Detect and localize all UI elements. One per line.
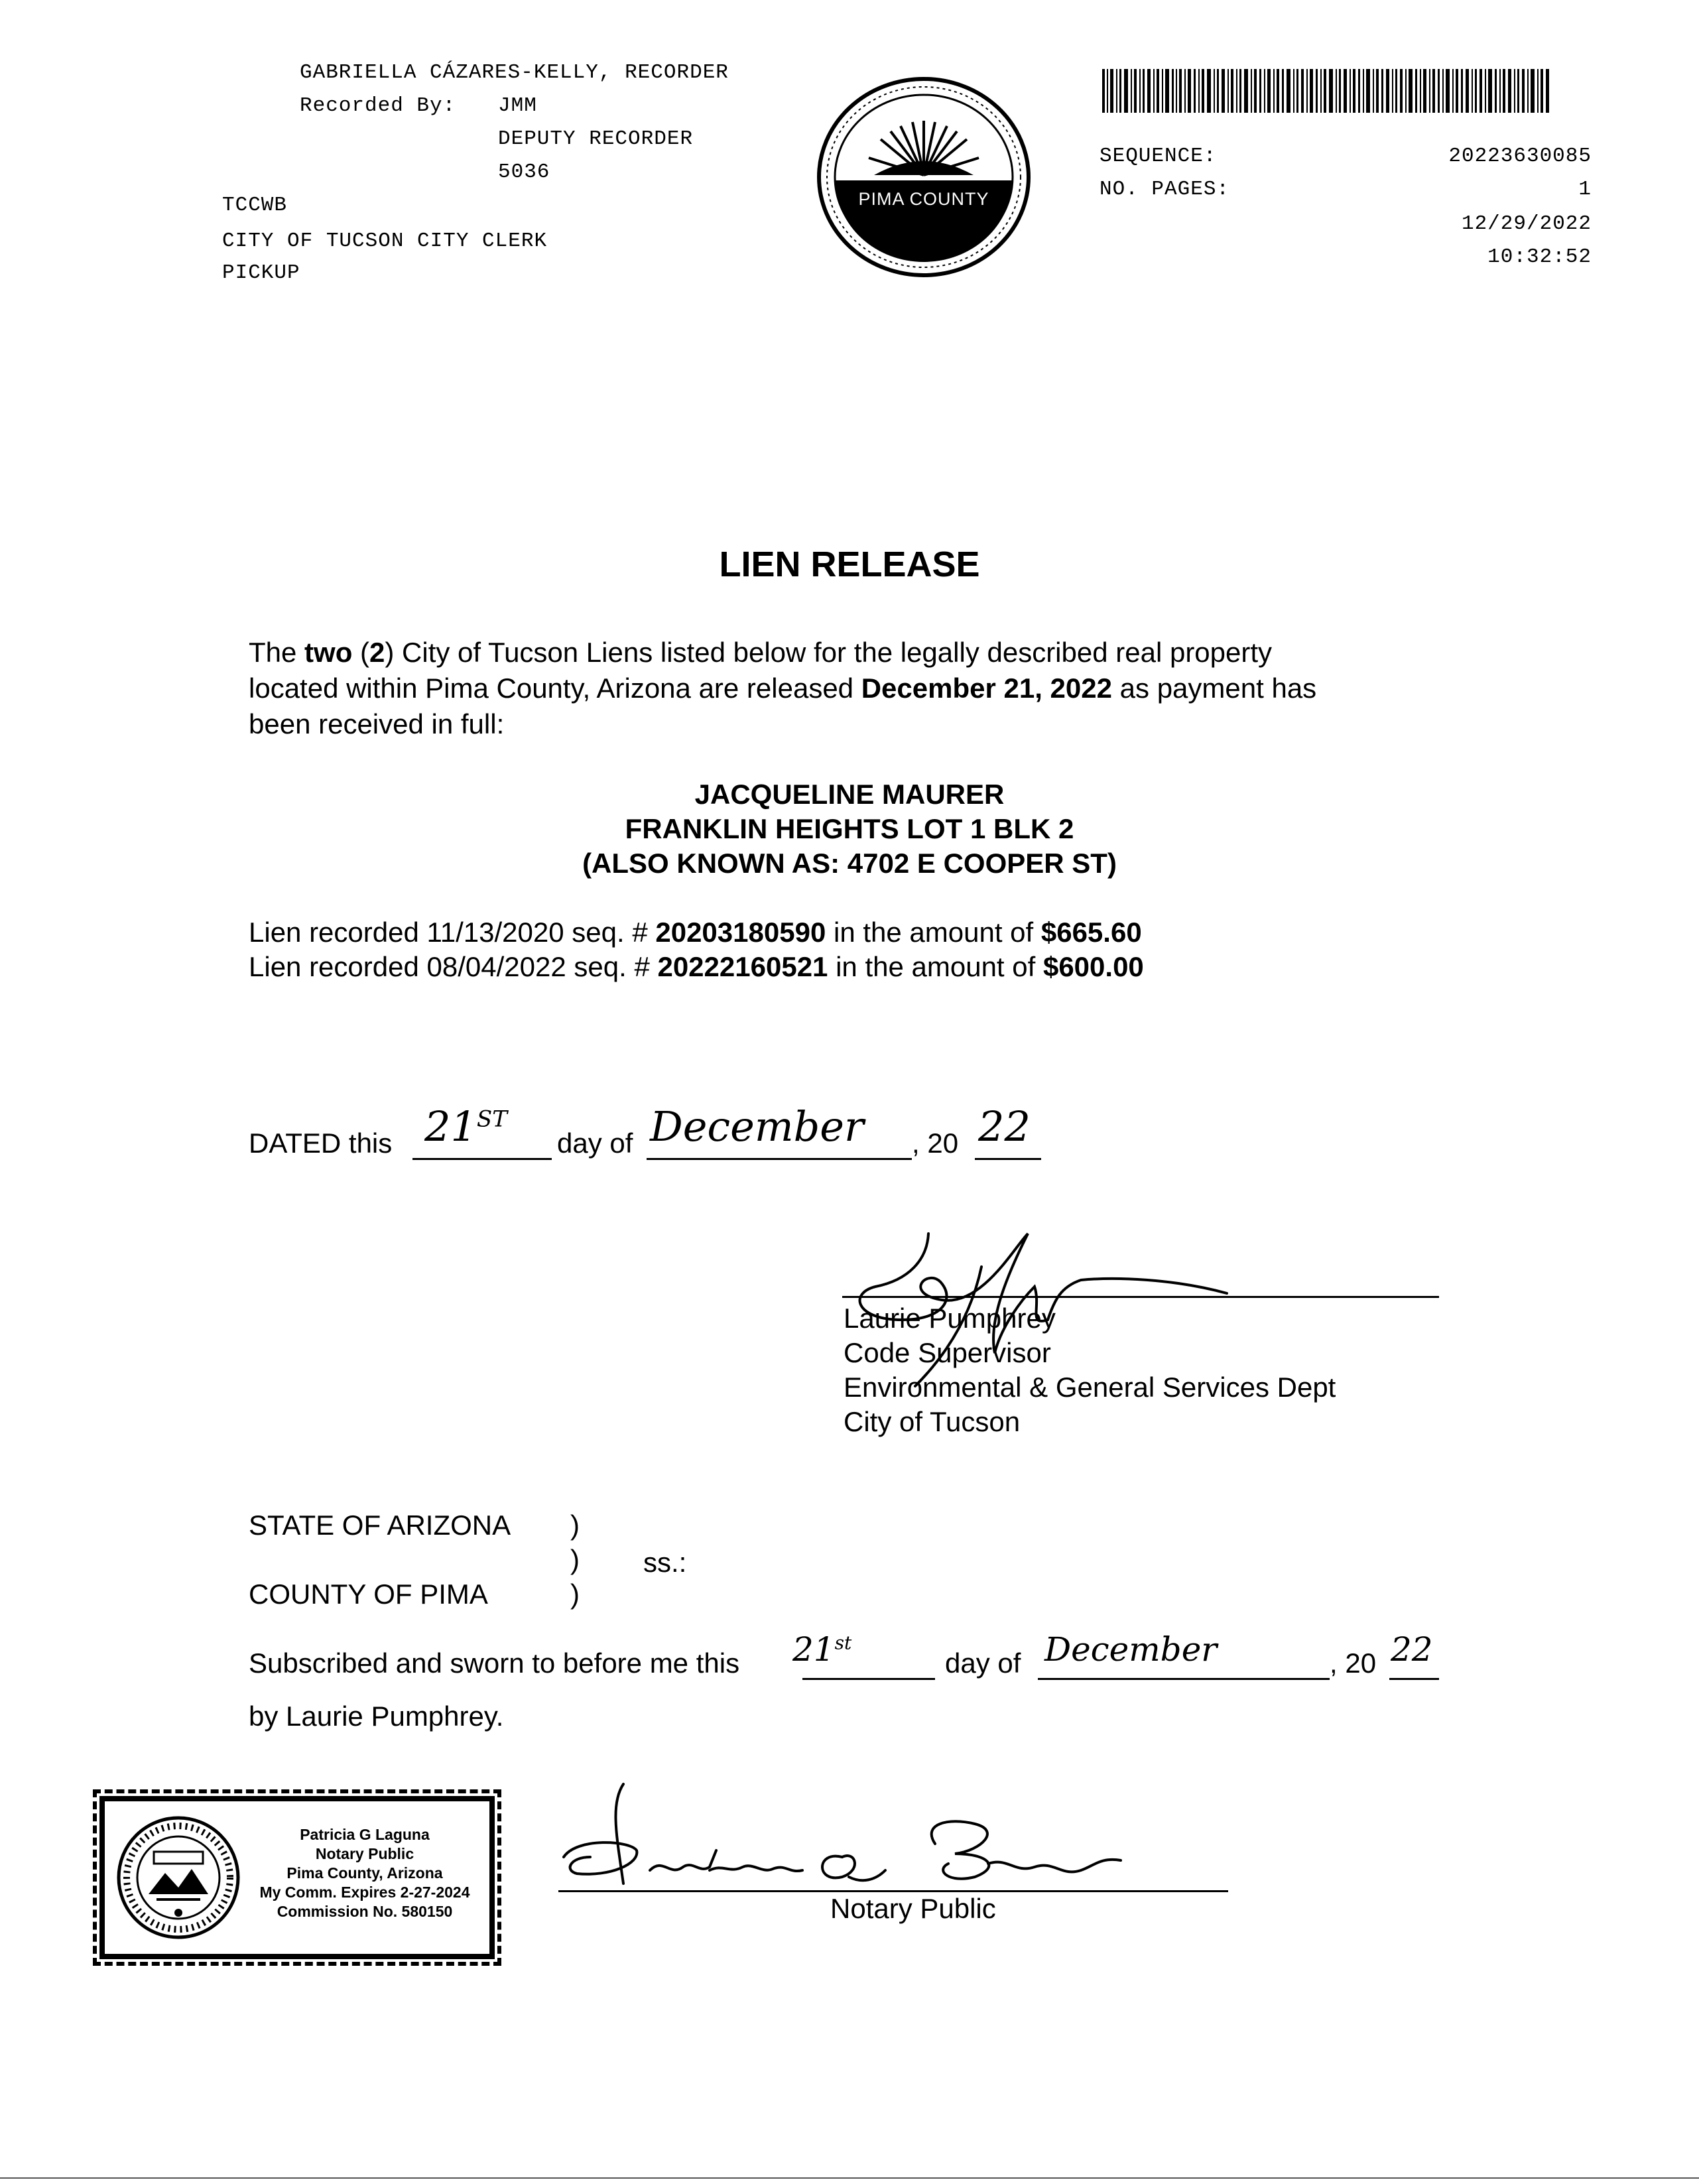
lien-line xyxy=(249,915,1142,950)
venue-county: COUNTY OF PIMA xyxy=(249,1578,488,1610)
sequence-value: 20223630085 xyxy=(1448,145,1592,168)
jurat-year-underline xyxy=(1389,1678,1439,1680)
venue-state: STATE OF ARIZONA xyxy=(249,1510,511,1541)
pima-county-seal-graphic xyxy=(814,74,1033,280)
dated-day-suffix-hand: ST xyxy=(476,1106,507,1133)
notary-stamp-name: Patricia G Laguna xyxy=(300,1826,430,1843)
recorder-name: GABRIELLA CÁZARES-KELLY, RECORDER xyxy=(300,61,729,84)
signer-organization: City of Tucson xyxy=(844,1406,1021,1437)
intro-text: ) City of Tucson Liens listed below for the legally described real property xyxy=(385,637,1273,668)
barcode-graphic xyxy=(1101,69,1552,113)
recording-date: 12/29/2022 xyxy=(1461,212,1592,235)
dated-day-underline xyxy=(412,1158,552,1160)
release-date: December 21, 2022 xyxy=(861,673,1112,704)
recorder-code: TCCWB xyxy=(222,194,288,217)
document-title: LIEN RELEASE xyxy=(719,545,980,584)
lien-sequence: 20203180590 xyxy=(655,917,826,948)
dated-year-prefix: , 20 xyxy=(912,1127,959,1159)
seal-label: PIMA COUNTY xyxy=(858,189,989,209)
jurat-day-suffix-hand: st xyxy=(834,1632,852,1654)
recorded-by-label: Recorded By: xyxy=(300,94,456,117)
dated-label: DATED this xyxy=(249,1127,393,1159)
dated-year-underline xyxy=(975,1158,1041,1160)
jurat-month-underline xyxy=(1038,1678,1330,1680)
signer-department: Environmental & General Services Dept xyxy=(844,1372,1336,1403)
jurat-year-handwritten: 22 xyxy=(1391,1630,1433,1669)
intro-count-word: two xyxy=(304,637,353,668)
venue-paren: ) xyxy=(570,1544,580,1575)
dated-day-of: day of xyxy=(557,1127,633,1159)
recorder-party: CITY OF TUCSON CITY CLERK xyxy=(222,229,548,253)
intro-text: The xyxy=(249,637,305,668)
notary-stamp-county: Pima County, Arizona xyxy=(286,1864,443,1882)
dated-month-handwritten: December xyxy=(650,1102,864,1151)
dated-year-handwritten: 22 xyxy=(978,1102,1031,1151)
intro-text: ( xyxy=(352,637,370,668)
notary-label: Notary Public xyxy=(830,1893,996,1924)
lien-text: Lien recorded 11/13/2020 seq. # xyxy=(249,917,656,948)
intro-text: as payment has xyxy=(1112,673,1317,704)
signer-title: Code Supervisor xyxy=(844,1337,1051,1368)
pages-label: NO. PAGES: xyxy=(1100,178,1230,201)
owner-name: JACQUELINE MAURER xyxy=(694,779,1005,810)
jurat-by: by Laurie Pumphrey. xyxy=(249,1701,504,1732)
legal-description: FRANKLIN HEIGHTS LOT 1 BLK 2 xyxy=(625,813,1074,844)
dated-day-handwritten xyxy=(424,1102,507,1151)
intro-line-3: been received in full: xyxy=(249,708,505,739)
jurat-lead: Subscribed and sworn to before me this xyxy=(249,1647,740,1679)
arizona-state-seal-icon xyxy=(115,1815,241,1941)
pages-value: 1 xyxy=(1578,178,1592,201)
barcode xyxy=(1101,69,1552,113)
bottom-edge-rule xyxy=(0,2177,1699,2179)
lien-text: in the amount of xyxy=(828,951,1043,982)
notary-stamp-text xyxy=(252,1825,477,1921)
intro-line-1 xyxy=(249,635,1272,670)
jurat-day-underline xyxy=(802,1678,935,1680)
intro-count-number: 2 xyxy=(369,637,385,668)
notary-stamp-commission: Commission No. 580150 xyxy=(277,1903,453,1920)
jurat-day-hand: 21 xyxy=(792,1630,835,1669)
pima-county-seal xyxy=(814,74,1033,280)
recording-time: 10:32:52 xyxy=(1487,245,1592,269)
dated-month-underline xyxy=(647,1158,912,1160)
signer-signature-line xyxy=(842,1296,1439,1298)
jurat-day-handwritten xyxy=(792,1630,851,1669)
property-address: (ALSO KNOWN AS: 4702 E COOPER ST) xyxy=(582,848,1117,879)
lien-line xyxy=(249,950,1144,984)
intro-line-2 xyxy=(249,671,1316,706)
venue-paren: ) xyxy=(570,1510,580,1541)
lien-text: Lien recorded 08/04/2022 seq. # xyxy=(249,951,658,982)
intro-text: located within Pima County, Arizona are released xyxy=(249,673,861,704)
signer-name: Laurie Pumphrey xyxy=(844,1303,1056,1334)
venue-paren: ) xyxy=(570,1578,580,1610)
venue-ss: ss.: xyxy=(643,1547,687,1578)
recorded-by-value: JMM xyxy=(498,94,537,117)
dated-day-hand: 21 xyxy=(424,1102,477,1151)
lien-text: in the amount of xyxy=(826,917,1041,948)
jurat-month-handwritten: December xyxy=(1044,1630,1218,1669)
deputy-title: DEPUTY RECORDER xyxy=(498,127,694,151)
notary-stamp xyxy=(93,1789,504,1968)
notary-stamp-title: Notary Public xyxy=(315,1845,414,1862)
lien-amount: $600.00 xyxy=(1042,951,1144,982)
deputy-number: 5036 xyxy=(498,161,550,184)
notary-stamp-expires: My Comm. Expires 2-27-2024 xyxy=(259,1884,470,1901)
lien-amount: $665.60 xyxy=(1040,917,1142,948)
sequence-label: SEQUENCE: xyxy=(1100,145,1217,168)
recorder-delivery: PICKUP xyxy=(222,261,300,285)
jurat-day-of: day of xyxy=(945,1647,1021,1679)
jurat-year-prefix: , 20 xyxy=(1330,1647,1377,1679)
lien-sequence: 20222160521 xyxy=(657,951,828,982)
